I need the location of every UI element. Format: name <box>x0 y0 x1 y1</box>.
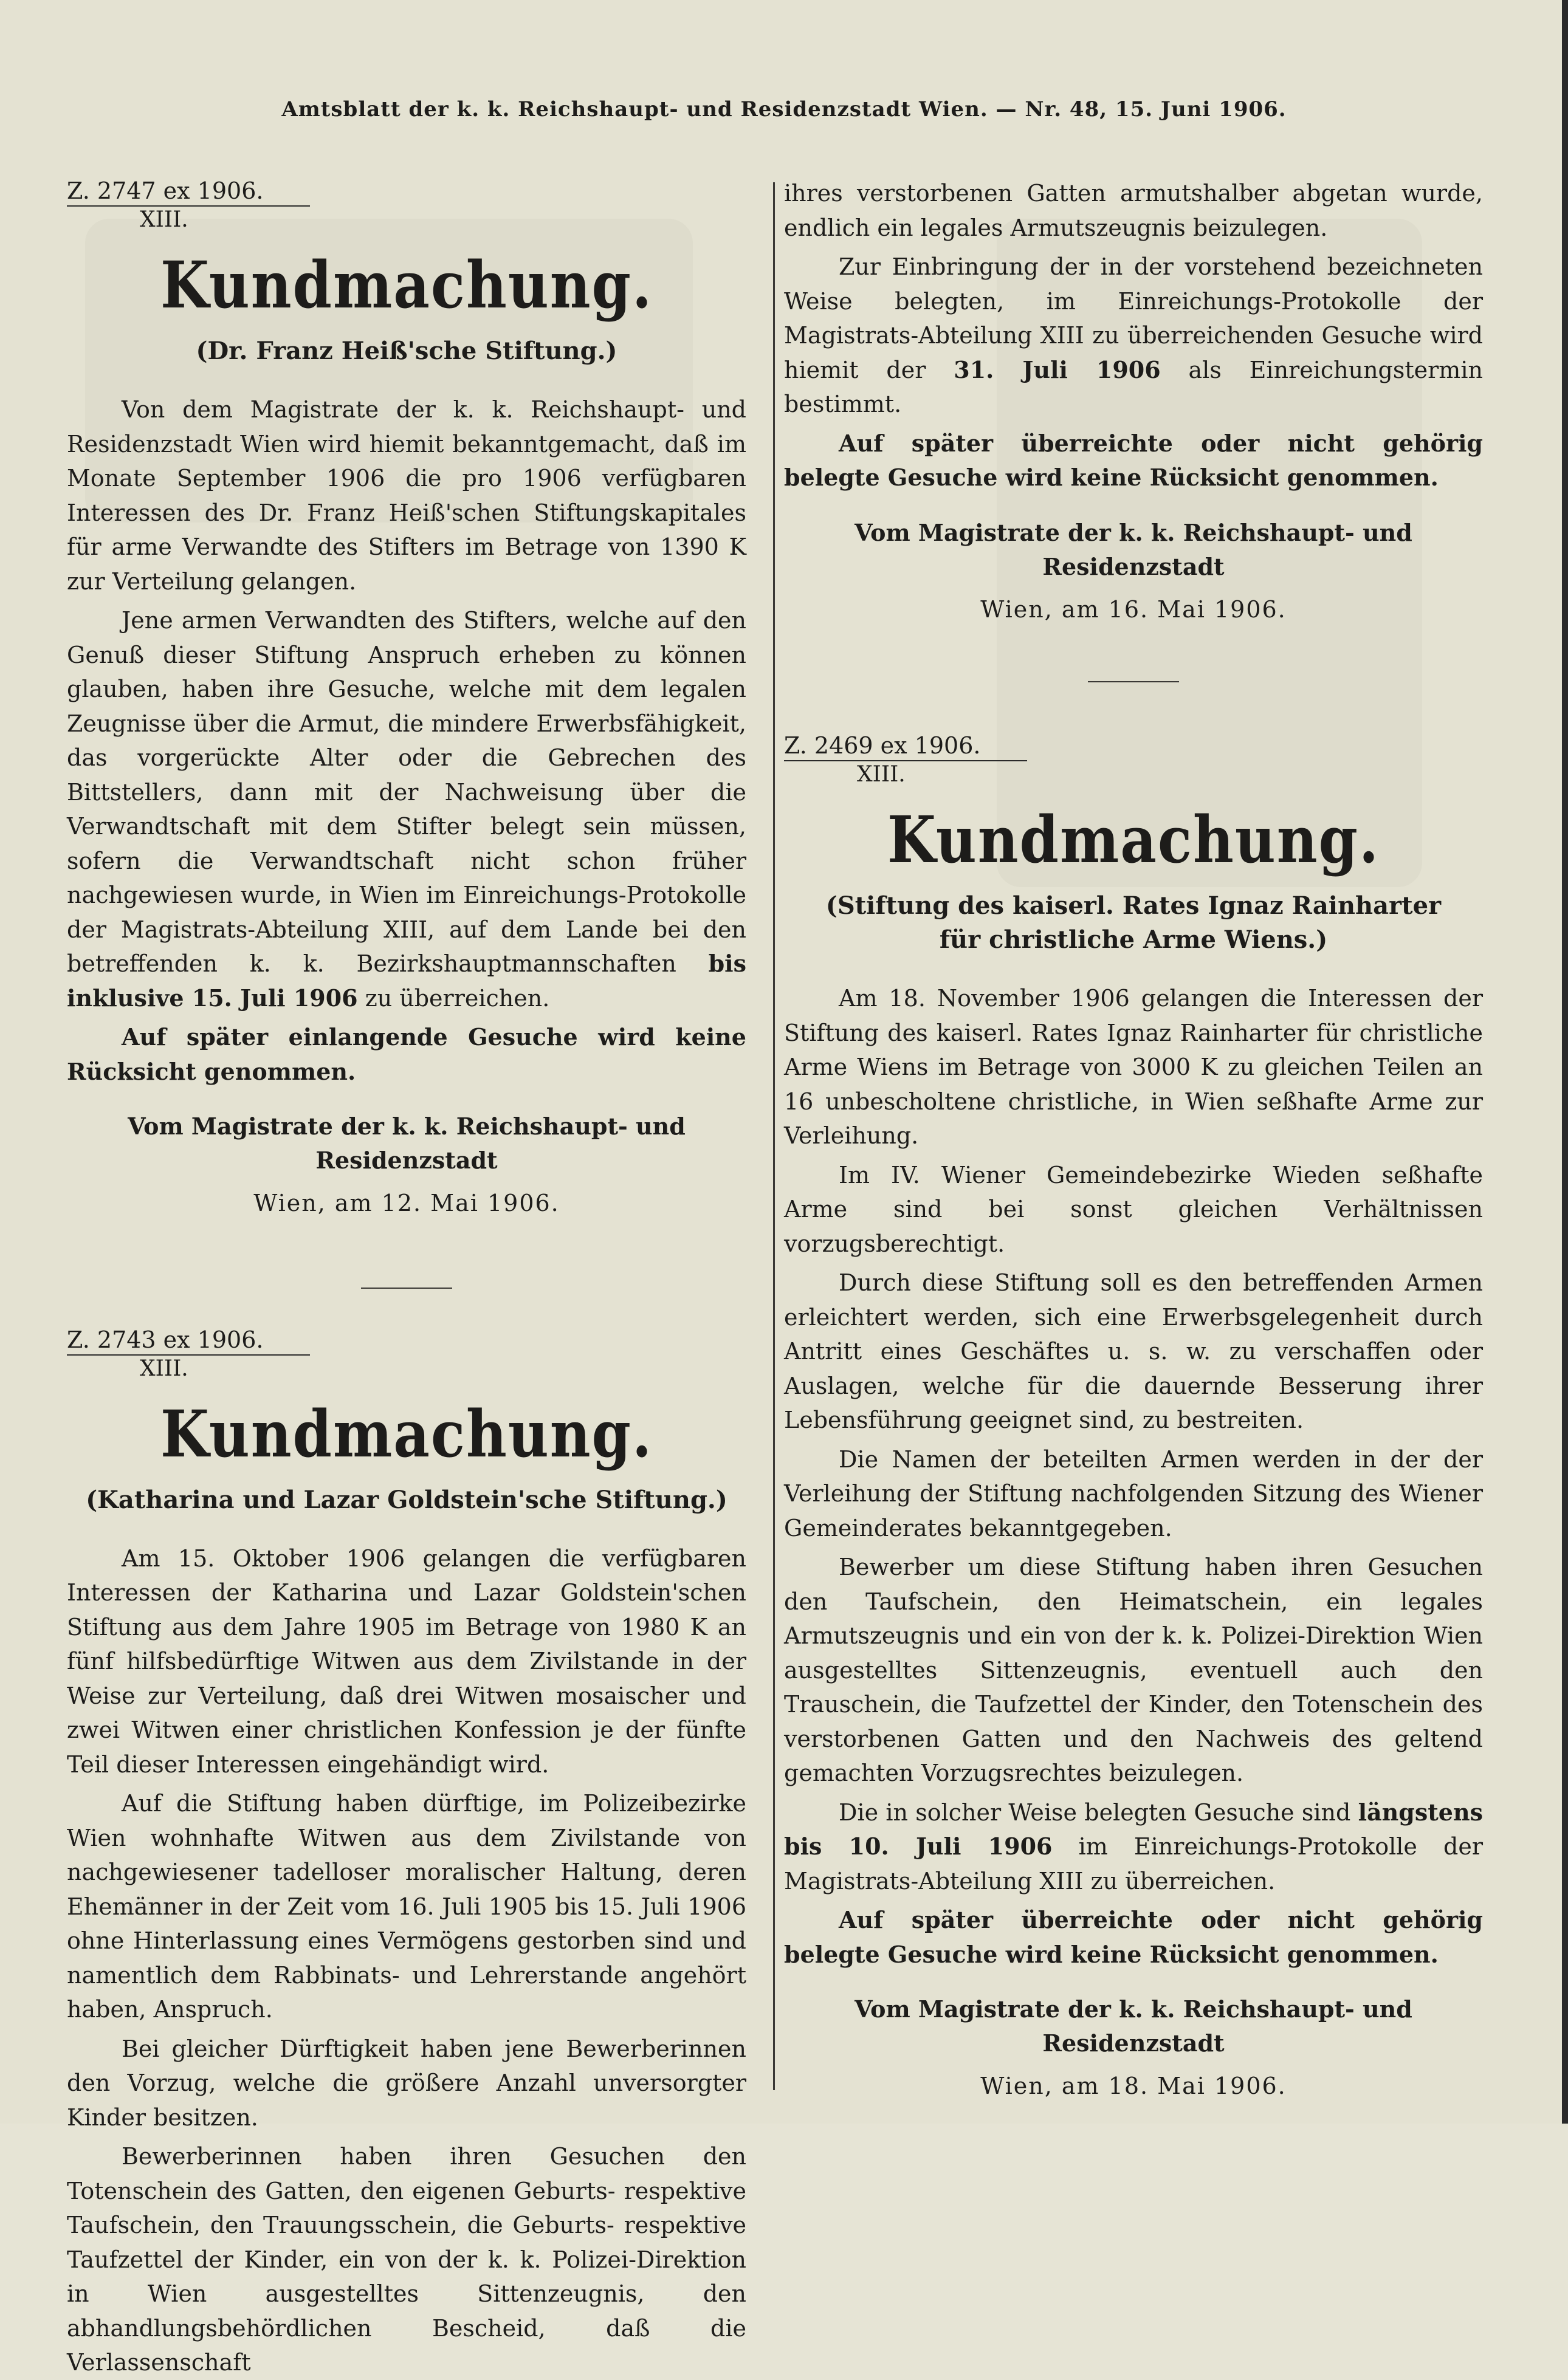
notice-subtitle: (Stiftung des kaiserl. Rates Ignaz Rainharter für christliche Arme Wiens.) <box>825 891 1442 954</box>
left-column <box>67 176 746 2380</box>
warning-paragraph: Auf später überreichte oder nicht gehörig belegte Gesuche wird keine Rücksicht genommen. <box>784 1906 1483 1968</box>
signature-line: Vom Magistrate der k. k. Reichshaupt- und Residenzstadt <box>128 1113 686 1174</box>
warning-paragraph: Auf später einlangende Gesuche wird keine Rücksicht genommen. <box>67 1023 746 1085</box>
reference-number: Z. 2747 ex 1906. <box>67 176 310 207</box>
section-divider <box>361 1288 452 1289</box>
notice-title: Kundmachung. <box>887 801 1380 878</box>
paragraph: Die Namen der beteilten Armen werden in der der Verleihung der Stiftung nachfolgenden Sitzung des Wiener Gemeinderates bekanntgegeben. <box>784 1445 1483 1542</box>
deadline: längstens bis 10. Juli 1906 <box>784 1798 1483 1860</box>
paragraph: Von dem Magistrate der k. k. Reichshaupt- und Residenzstadt Wien wird hiemit bekanntgemacht, daß im Monate September 1906 die pro 1906 verfügbaren Interessen des Dr. Franz Heiß'schen Stiftungskapitales für arme Verwandte des Stifters im Betrage von 1390 K zur Verteilung gelangen. <box>67 396 746 595</box>
place-date: Wien, am 16. Mai 1906. <box>980 595 1287 623</box>
reference-number: Z. 2469 ex 1906. <box>784 731 1027 761</box>
notice-goldstein <box>67 1325 746 2380</box>
paragraph: Die in solcher Weise belegten Gesuche sind längstens bis 10. Juli 1906 im Einreichungs-Protokolle der Magistrats-Abteilung XIII zu überreichen. <box>784 1798 1483 1895</box>
warning-paragraph: Auf später überreichte oder nicht gehörig belegte Gesuche wird keine Rücksicht genommen. <box>784 429 1483 491</box>
deadline: 31. Juli 1906 <box>954 355 1161 383</box>
notice-title: Kundmachung. <box>160 1396 653 1472</box>
paragraph: Zur Einbringung der in der vorstehend bezeichneten Weise belegten, im Einreichungs-Protokolle der Magistrats-Abteilung XIII zu überreichenden Gesuche wird hiemit der 31. Juli 1906 als Einreichungstermin bestimmt. <box>784 253 1483 417</box>
paragraph: Im IV. Wiener Gemeindebezirke Wieden seßhafte Arme sind bei sonst gleichen Verhältnissen vorzugsberechtigt. <box>784 1161 1483 1257</box>
reference-number: Z. 2743 ex 1906. <box>67 1325 310 1356</box>
paragraph: ihres verstorbenen Gatten armutshalber abgetan wurde, endlich ein legales Armutszeugnis beizulegen. <box>784 180 1483 241</box>
notice-subtitle: (Katharina und Lazar Goldstein'sche Stiftung.) <box>86 1485 727 1514</box>
paragraph: Durch diese Stiftung soll es den betreffenden Armen erleichtert werden, sich eine Erwerbsgelegenheit durch Antritt eines Geschäftes u. s. w. zu verschaffen oder Auslagen, welche für die dauernde Besserung ihrer Lebensführung geeignet sind, zu bestreiten. <box>784 1269 1483 1433</box>
department-number: XIII. <box>857 762 906 787</box>
right-column <box>784 176 1483 2104</box>
deadline: bis inklusive 15. Juli 1906 <box>67 950 746 1012</box>
place-date: Wien, am 12. Mai 1906. <box>253 1190 560 1216</box>
column-divider <box>773 182 775 2090</box>
department-number: XIII. <box>140 207 188 232</box>
place-date: Wien, am 18. Mai 1906. <box>980 2073 1287 2099</box>
paragraph: Bewerber um diese Stiftung haben ihren Gesuchen den Taufschein, den Heimatschein, ein legales Armutszeugnis und ein von der k. k. Polizei-Direktion Wien ausgestelltes Sittenzeugnis, eventuell auch den Trauschein, die Taufzettel der Kinder, den Totenschein des verstorbenen Gatten und den Nachweis des geltend gemachten Vorzugsrechtes beizulegen. <box>784 1554 1483 1786</box>
paragraph: Bei gleicher Dürftigkeit haben jene Bewerberinnen den Vorzug, welche die größere Anzahl unversorgter Kinder besitzen. <box>67 2035 746 2131</box>
notice-rainharter <box>784 731 1483 2104</box>
paragraph: Bewerberinnen haben ihren Gesuchen den Totenschein des Gatten, den eigenen Geburts- respektive Taufschein, den Trauungsschein, die Geburts- respektive Taufzettel der Kinder, ein von der k. k. Polizei-Direktion in Wien ausgestelltes Sittenzeugnis, den abhandlungsbehördlichen Bescheid, daß die Verlassenschaft <box>67 2143 746 2376</box>
notice-subtitle: (Dr. Franz Heiß'sche Stiftung.) <box>196 337 617 365</box>
notice-goldstein-continued <box>784 176 1483 626</box>
paragraph: Am 15. Oktober 1906 gelangen die verfügbaren Interessen der Katharina und Lazar Goldstein'schen Stiftung aus dem Jahre 1905 im Betrage von 1980 K an fünf hilfsbedürftige Witwen aus dem Zivilstande in der Weise zur Verteilung, daß drei Witwen mosaischer und zwei Witwen einer christlichen Konfession je der fünfte Teil dieser Interessen eingehändigt wird. <box>67 1545 746 1778</box>
department-number: XIII. <box>140 1356 188 1381</box>
notice-heiss <box>67 176 746 1221</box>
paragraph: Am 18. November 1906 gelangen die Interessen der Stiftung des kaiserl. Rates Ignaz Rainharter für christliche Arme Wiens im Betrage von 3000 K zu gleichen Teilen an 16 unbescholtene christliche, in Wien seßhafte Arme zur Verleihung. <box>784 985 1483 1149</box>
paragraph: Auf die Stiftung haben dürftige, im Polizeibezirke Wien wohnhafte Witwen aus dem Zivilstande von nachgewiesener tadelloser moralischer Haltung, deren Ehemänner in der Zeit vom 16. Juli 1905 bis 15. Juli 1906 ohne Hinterlassung eines Vermögens gestorben sind und namentlich dem Rabbinats- und Lehrerstande angehört haben, Anspruch. <box>67 1790 746 2023</box>
paragraph: Jene armen Verwandten des Stifters, welche auf den Genuß dieser Stiftung Anspruch erheben zu können glauben, haben ihre Gesuche, welche mit dem legalen Zeugnisse über die Armut, die mindere Erwerbsfähigkeit, das vorgerückte Alter oder die Gebrechen des Bittstellers, dann mit der Nachweisung über die Verwandtschaft mit dem Stifter belegt sein müssen, sofern die Verwandtschaft nicht schon früher nachgewiesen wurde, in Wien im Einreichungs-Protokolle der Magistrats-Abteilung XIII, auf dem Lande bei den betreffenden k. k. Bezirkshauptmannschaften bis inklusive 15. Juli 1906 zu überreichen. <box>67 607 746 1012</box>
running-header: Amtsblatt der k. k. Reichshaupt- und Residenzstadt Wien. — Nr. 48, 15. Juni 1906. <box>281 97 1287 122</box>
section-divider <box>1088 681 1179 682</box>
signature-line: Vom Magistrate der k. k. Reichshaupt- und Residenzstadt <box>854 1995 1412 2057</box>
signature-line: Vom Magistrate der k. k. Reichshaupt- und Residenzstadt <box>854 518 1412 580</box>
notice-title: Kundmachung. <box>160 247 653 323</box>
